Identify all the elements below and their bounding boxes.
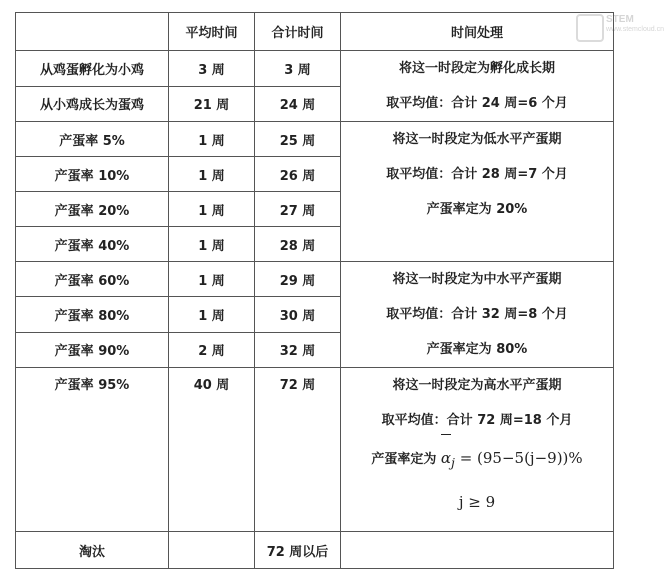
- total-cell: 72 周以后: [255, 532, 341, 569]
- header-cell-total: 合计时间: [255, 13, 341, 51]
- alpha-symbol: α: [441, 438, 451, 478]
- stage-cell: 产蛋率 90%: [16, 332, 169, 367]
- table-row: [16, 262, 614, 297]
- processing-line: 产蛋率定为 20%: [426, 202, 528, 217]
- avg-cell: 1 周: [169, 227, 255, 262]
- processing-line: 产蛋率定为 80%: [426, 342, 528, 357]
- total-cell: 32 周: [255, 332, 341, 367]
- processing-line: 将这一时段定为低水平产蛋期: [392, 132, 562, 147]
- table-row: [16, 122, 614, 157]
- avg-cell-top: [169, 368, 255, 532]
- stage-cell: 淘汰: [16, 532, 169, 569]
- table-header-row: [16, 13, 614, 51]
- processing-line: 取平均值：合计 72 周=18 个月: [381, 413, 573, 428]
- stage-cell: 产蛋率 5%: [16, 122, 169, 157]
- stage-cell: 从小鸡成长为蛋鸡: [16, 86, 169, 122]
- total-label: 72 周: [279, 378, 316, 393]
- processing-line: 取平均值：合计 32 周=8 个月: [386, 307, 568, 322]
- stage-cell: 从鸡蛋孵化为小鸡: [16, 51, 169, 87]
- egg-production-table: [15, 12, 614, 569]
- header-cell-avg: 平均时间: [169, 13, 255, 51]
- processing-cell-empty: [341, 532, 614, 569]
- stage-cell: 产蛋率 60%: [16, 262, 169, 297]
- avg-cell: 1 周: [169, 262, 255, 297]
- total-cell: 25 周: [255, 122, 341, 157]
- processing-cell-mid: [341, 262, 614, 368]
- total-cell: 29 周: [255, 262, 341, 297]
- avg-cell: 3 周: [169, 51, 255, 87]
- avg-cell: 1 周: [169, 297, 255, 332]
- total-cell: 28 周: [255, 227, 341, 262]
- processing-cell-incubation: [341, 51, 614, 122]
- table-row: [16, 532, 614, 569]
- watermark-text: STEM: [606, 14, 634, 25]
- avg-cell: 1 周: [169, 157, 255, 192]
- header-cell-processing: 时间处理: [341, 13, 614, 51]
- header-cell-stage: [16, 13, 169, 51]
- total-cell-top: [255, 368, 341, 532]
- stage-label: 产蛋率 95%: [54, 378, 130, 393]
- avg-cell: 21 周: [169, 86, 255, 122]
- processing-line: 将这一时段定为高水平产蛋期: [392, 378, 562, 393]
- processing-line: 取平均值：合计 24 周=6 个月: [386, 96, 568, 111]
- total-cell: 24 周: [255, 86, 341, 122]
- stage-cell: 产蛋率 20%: [16, 192, 169, 227]
- formula-condition: j ≥ 9: [458, 493, 496, 511]
- processing-line: 将这一时段定为孵化成长期: [398, 61, 555, 76]
- total-cell: 3 周: [255, 51, 341, 87]
- avg-cell: 1 周: [169, 192, 255, 227]
- formula-rhs: (95−5(j−9))%: [477, 449, 583, 467]
- total-cell: 26 周: [255, 157, 341, 192]
- stage-cell-top: [16, 368, 169, 532]
- avg-cell: [169, 532, 255, 569]
- total-cell: 27 周: [255, 192, 341, 227]
- processing-cell-low: [341, 122, 614, 262]
- avg-cell: 2 周: [169, 332, 255, 367]
- table-row: [16, 51, 614, 87]
- watermark-url: www.stemcloud.cn: [606, 26, 664, 33]
- processing-line: 将这一时段定为中水平产蛋期: [392, 272, 562, 287]
- avg-label: 40 周: [193, 378, 230, 393]
- formula-line: [341, 438, 613, 478]
- stage-cell: 产蛋率 80%: [16, 297, 169, 332]
- table-row: [16, 368, 614, 532]
- total-cell: 30 周: [255, 297, 341, 332]
- processing-cell-high: [341, 368, 614, 532]
- formula-prefix: 产蛋率定为: [371, 452, 437, 467]
- avg-cell: 1 周: [169, 122, 255, 157]
- stage-cell: 产蛋率 10%: [16, 157, 169, 192]
- formula-lhs: α $_j$ =: [441, 449, 477, 467]
- processing-line: 取平均值：合计 28 周=7 个月: [386, 167, 568, 182]
- stage-cell: 产蛋率 40%: [16, 227, 169, 262]
